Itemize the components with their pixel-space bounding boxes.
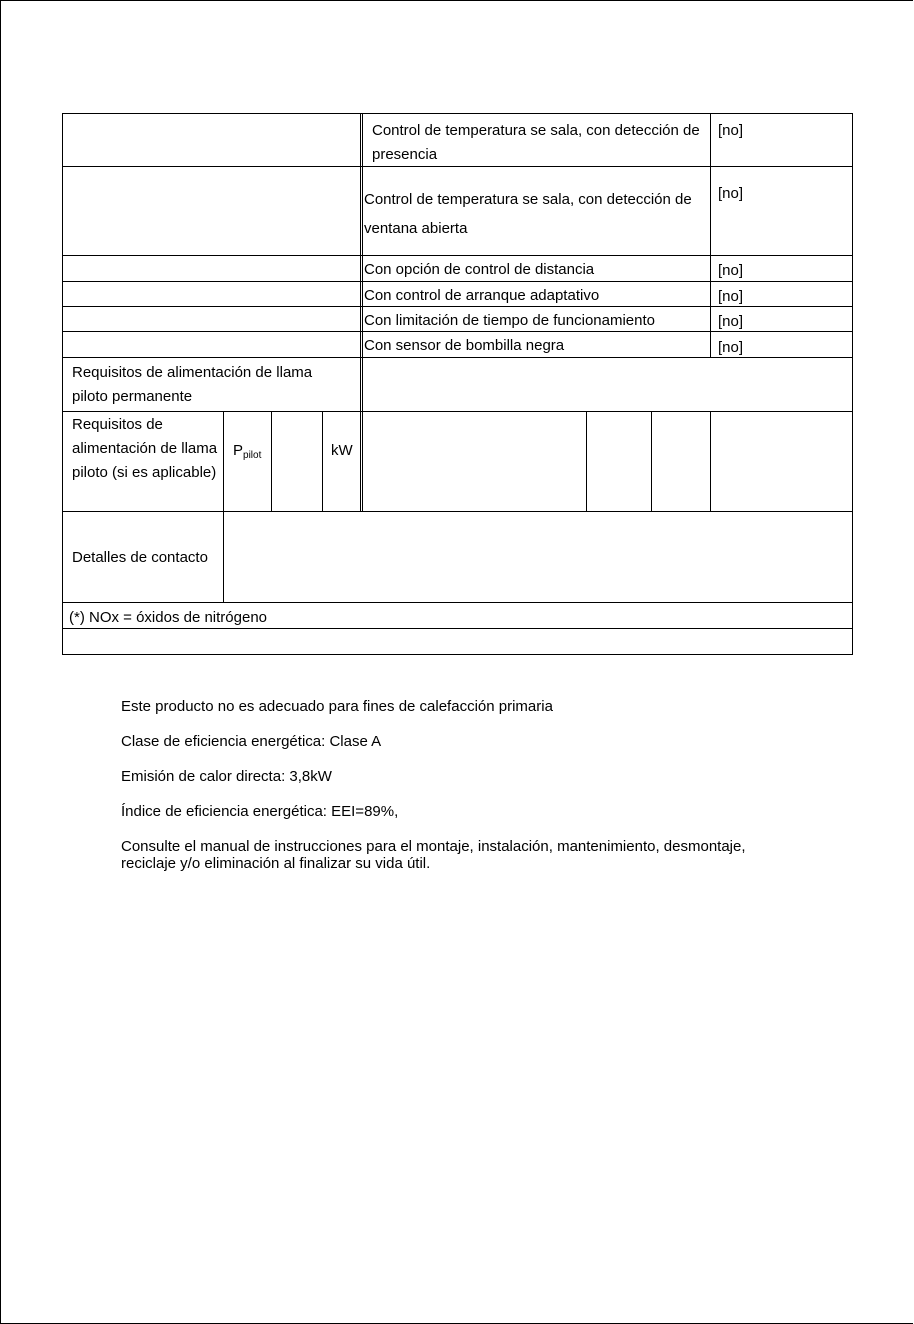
row-value-time-limit: [no] <box>718 313 744 330</box>
row-value-black-bulb: [no] <box>718 339 744 356</box>
row-label-presence: Control de temperatura se sala, con detección de presencia <box>372 122 700 163</box>
pilot-permanent-label: Requisitos de alimentación de llama piloto permanente <box>72 364 313 405</box>
row-label-distance-control: Con opción de control de distancia <box>364 261 595 278</box>
row-value-open-window: [no] <box>718 185 744 202</box>
contact-details-label: Detalles de contacto <box>72 549 208 566</box>
specs-table <box>62 113 853 655</box>
row-label-black-bulb: Con sensor de bombilla negra <box>364 337 565 354</box>
pilot-symbol-letter: P <box>233 442 244 459</box>
pilot-requirements-label: Requisitos de alimentación de llama piloto (si es aplicable) <box>72 416 218 481</box>
note-efficiency-class: Clase de eficiencia energética: Clase A <box>121 733 382 750</box>
pilot-unit: kW <box>331 442 353 459</box>
note-eei: Índice de eficiencia energética: EEI=89%, <box>121 803 399 820</box>
row-value-presence: [no] <box>718 122 744 139</box>
pilot-symbol <box>233 439 261 468</box>
row-value-adaptive-start: [no] <box>718 288 744 305</box>
note-heat-output: Emisión de calor directa: 3,8kW <box>121 768 332 785</box>
note-primary-heating: Este producto no es adecuado para fines de calefacción primaria <box>121 698 553 715</box>
row-value-distance-control: [no] <box>718 262 744 279</box>
footnote-nox: (*) NOx = óxidos de nitrógeno <box>69 609 268 626</box>
pilot-symbol-subscript: pilot <box>243 450 262 461</box>
row-label-time-limit: Con limitación de tiempo de funcionamiento <box>364 312 655 329</box>
row-label-open-window: Control de temperatura se sala, con detección de ventana abierta <box>364 191 692 237</box>
row-label-adaptive-start: Con control de arranque adaptativo <box>364 287 600 304</box>
note-manual: Consulte el manual de instrucciones para el montaje, instalación, mantenimiento, desmontaje, reciclaje y/o eliminación al finalizar su vida útil. <box>121 838 746 872</box>
